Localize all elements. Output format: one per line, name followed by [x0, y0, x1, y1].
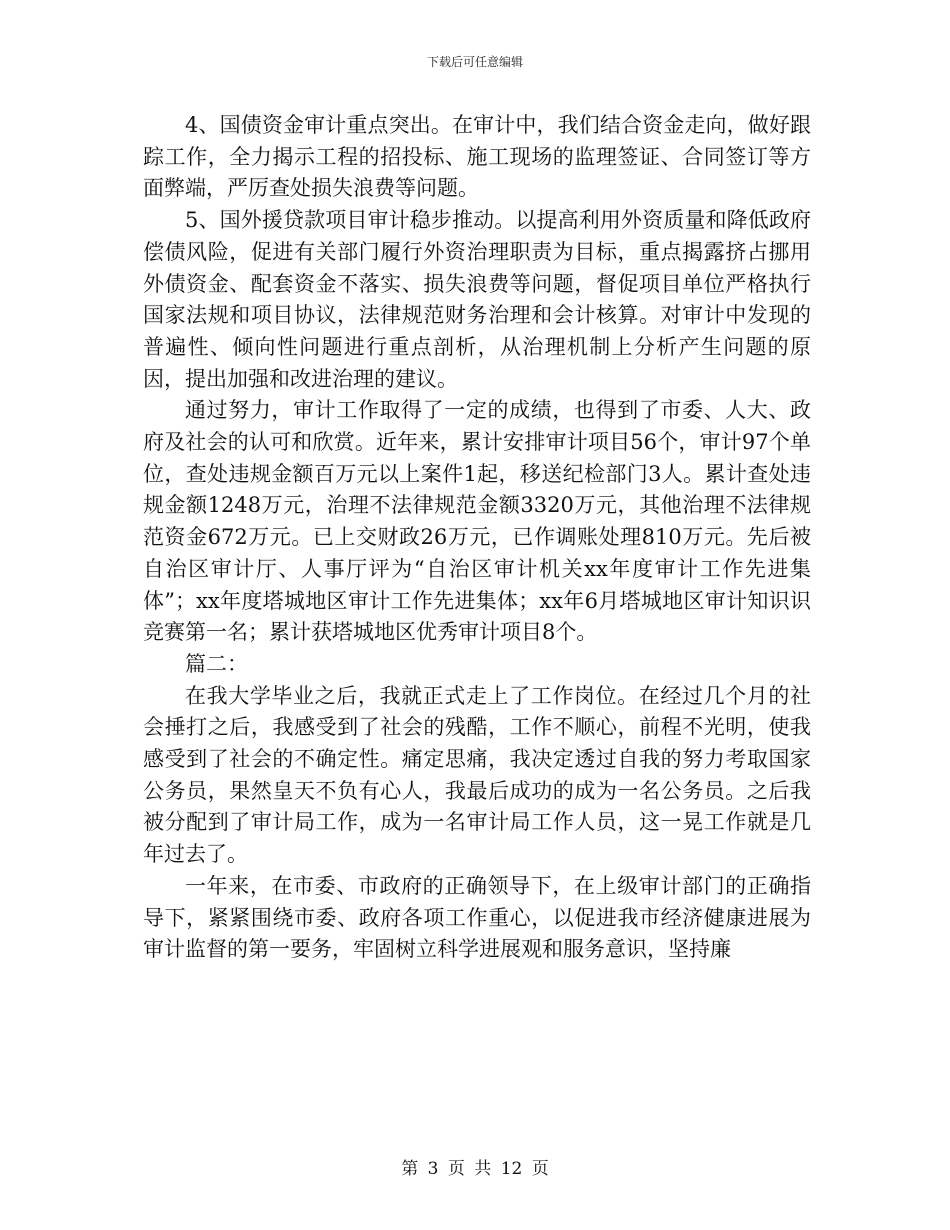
paragraph-foreign-loan-audit: 5、国外援贷款项目审计稳步推动。以提高利用外资质量和降低政府偿债风险，促进有关部门履行外资治理职责为目标，重点揭露挤占挪用外债资金、配套资金不落实、损失浪费等问题，督促项目单位严格执行国家法规和项目协议，法律规范财务治理和会计核算。对审计中发现的普遍性、倾向性问题进行重点剖析，从治理机制上分析产生问题的原因，提出加强和改进治理的建议。 [143, 208, 811, 391]
page-header: 下载后可任意编辑 [426, 55, 523, 69]
paragraph-achievements: 通过努力，审计工作取得了一定的成绩，也得到了市委、人大、政府及社会的认可和欣赏。近年来，累计安排审计项目56个，审计97个单位，查处违规金额百万元以上案件1起，移送纪检部门3人。累计查处违规金额1248万元，治理不法律规范金额3320万元，其他治理不法律规范资金672万元。已上交财政26万元，已作调账处理810万元。先后被自治区审计厅、人事厅评为“自治区审计机关xx年度审计工作先进集体”；xx年度塔城地区审计工作先进集体；xx年6月塔城地区审计知识识竞赛第一名；累计获塔城地区优秀审计项目8个。 [143, 398, 811, 645]
section-heading-part-two: 篇二： [185, 651, 248, 676]
paragraph-year-review: 一年来，在市委、市政府的正确领导下，在上级审计部门的正确指导下，紧紧围绕市委、政府各项工作重心，以促进我市经济健康进展为审计监督的第一要务，牢固树立科学进展观和服务意识，坚持廉 [143, 873, 811, 962]
paragraph-national-debt-audit: 4、国债资金审计重点突出。在审计中，我们结合资金走向，做好跟踪工作，全力揭示工程的招投标、施工现场的监理签证、合同签订等方面弊端，严厉查处损失浪费等问题。 [143, 113, 811, 201]
paragraph-career-start: 在我大学毕业之后，我就正式走上了工作岗位。在经过几个月的社会捶打之后，我感受到了社会的残酷，工作不顺心，前程不光明，使我感受到了社会的不确定性。痛定思痛，我决定透过自我的努力考取国家公务员，果然皇天不负有心人，我最后成功的成为一名公务员。之后我被分配到了审计局工作，成为一名审计局工作人员，这一晃工作就是几年过去了。 [143, 683, 811, 867]
document-body [143, 110, 811, 966]
page-number-footer: 第 3 页 共 12 页 [401, 1159, 549, 1179]
